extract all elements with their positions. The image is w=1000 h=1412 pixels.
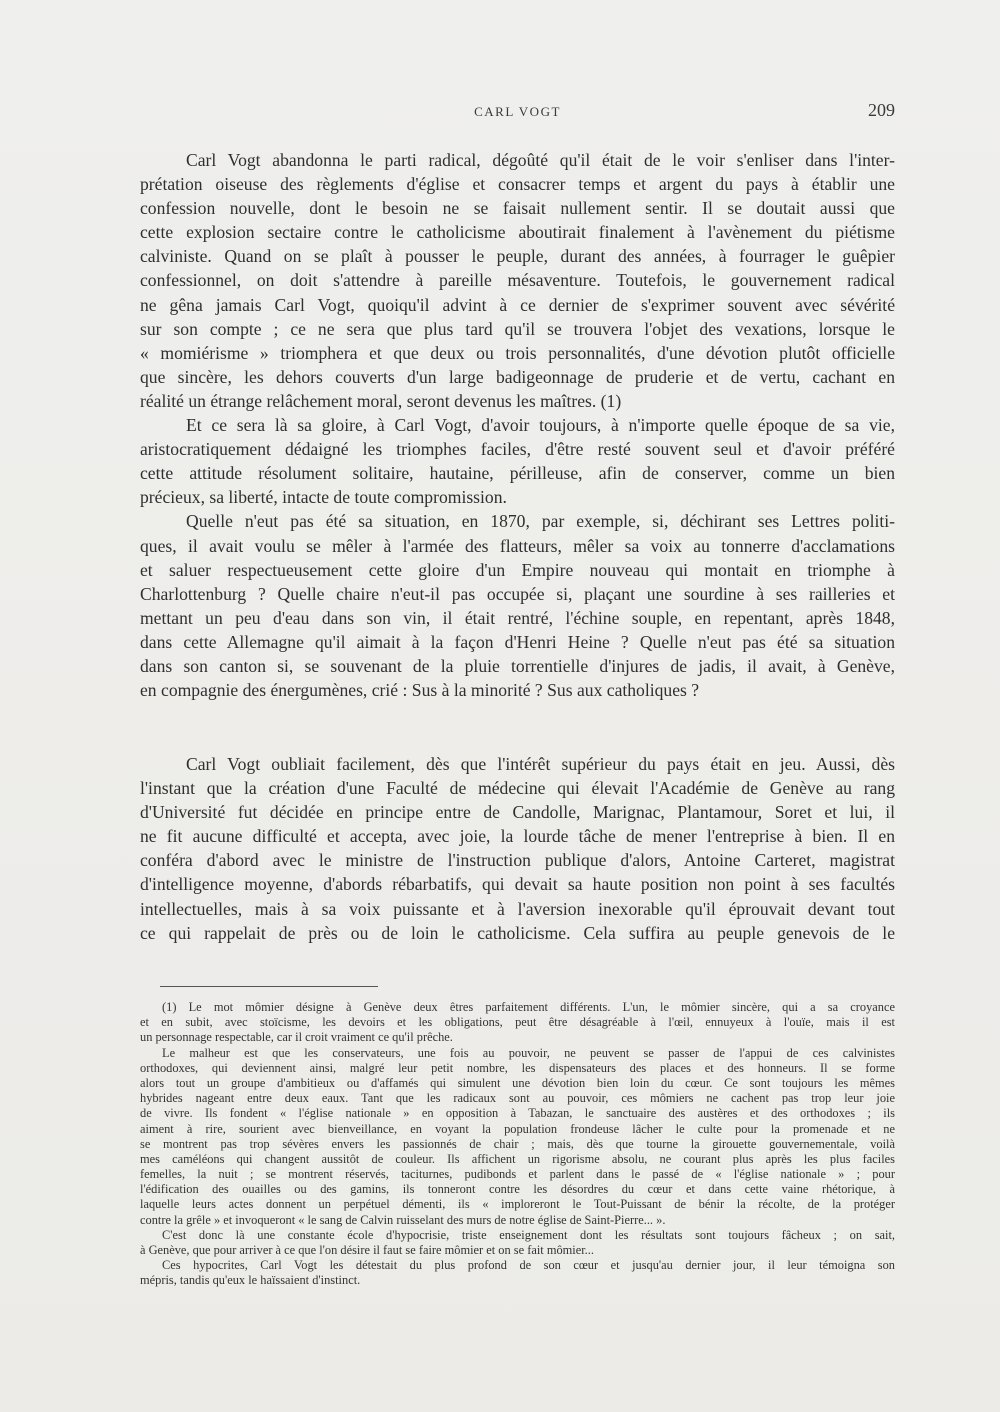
footnote-line: mes caméléons qui changent aussitôt de couleur. Ils affichent un rigorisme absolu, ne courant plus après les plus faciles <box>140 1151 895 1166</box>
text-line: ne gêna jamais Carl Vogt, quoiqu'il advint à ce dernier de s'exprimer souvent avec sévérité <box>140 294 895 315</box>
text-line: en compagnie des énergumènes, crié : Sus à la minorité ? Sus aux catholiques ? <box>140 680 700 701</box>
text-line: Et ce sera là sa gloire, à Carl Vogt, d'avoir toujours, à n'importe quelle époque de sa vie, <box>186 415 895 436</box>
text-line: dans son canton si, se souvenant de la pluie torrentielle d'injures de jadis, il avait, à Genève, <box>140 655 895 676</box>
footnote-line: hybrides nageant entre deux eaux. Tant que les radicaux sont au pouvoir, ces mômiers ne cachent pas trop leur joie <box>140 1091 895 1106</box>
text-line: Carl Vogt oubliait facilement, dès que l'intérêt supérieur du pays était en jeu. Aussi, dès <box>186 754 895 774</box>
text-line: mettant un peu d'eau dans son vin, il était rentré, l'échine souple, en repentant, après 1848, <box>140 607 895 628</box>
running-title: CARL VOGT <box>474 104 561 119</box>
text-line: cette attitude résolument solitaire, hautaine, périlleuse, afin de conserver, comme un bien <box>140 463 895 484</box>
text-line: précieux, sa liberté, intacte de toute compromission. <box>140 487 507 508</box>
running-head <box>140 100 895 128</box>
text-line: et saluer respectueusement cette gloire d'un Empire nouveau qui montait en triomphe à <box>140 559 895 580</box>
text-line: dans cette Allemagne qu'il aimait à la façon d'Henri Heine ? Quelle n'eut pas été sa situation <box>140 631 895 652</box>
paragraphs-section-1 <box>140 148 895 702</box>
footnote-line: l'édification des ouailles ou des gamins, ils tonneront contre les désordres du cœur et dans cette vaine rhétorique, à <box>140 1182 895 1197</box>
text-line: cette explosion sectaire contre le catholicisme aboutirait finalement à l'avènement du piétisme <box>140 222 895 243</box>
footnote-line: et en subit, avec stoïcisme, les devoirs et les obligations, peut être désagréable à l'œil, ennuyeux à l'ouïe, mais il est <box>140 1015 895 1030</box>
text-line: Carl Vogt abandonna le parti radical, dégoûté qu'il était de le voir s'enliser dans l'inter- <box>186 150 895 170</box>
footnote-line: à Genève, que pour arriver à ce que l'on désire il faut se faire mômier et on se fait mômier... <box>140 1243 594 1257</box>
text-line: d'intelligence moyenne, d'abords rébarbatifs, qui devait sa haute position non point à ses facultés <box>140 874 895 895</box>
footnote-line: femelles, la nuit ; se montrent réservés, taciturnes, pudibonds et parlent dans le passé de « l'église nationale » ; pour <box>140 1167 895 1182</box>
footnote-line: de vivre. Ils fondent « l'église nationale » en opposition à Tabazan, le sanctuaire des austères et des orthodoxes ; ils <box>140 1106 895 1121</box>
text-line: calviniste. Quand on se plaît à pousser le peuple, durant des années, à fourrager le guêpier <box>140 246 895 267</box>
footnote-line: Le malheur est que les conservateurs, une fois au pouvoir, ne peuvent se passer de l'appui de ces calvinistes <box>162 1045 895 1060</box>
footnote-line: (1) Le mot mômier désigne à Genève deux êtres parfaitement différents. L'un, le mômier sincère, qui a sa croyance <box>162 1000 895 1014</box>
text-line: Charlottenburg ? Quelle chaire n'eut-il pas occupée si, plaçant une sourdine à ses railleries et <box>140 583 895 604</box>
page-number: 209 <box>868 100 895 120</box>
text-line: Quelle n'eut pas été sa situation, en 1870, par exemple, si, déchirant ses Lettres politi- <box>186 511 895 532</box>
footnote-block <box>140 1000 895 1289</box>
text-line: sur son compte ; ce ne sera que plus tard qu'il se trouvera l'objet des vexations, lorsque le <box>140 318 895 339</box>
text-line: d'Université fut décidée en principe entre de Candolle, Marignac, Plantamour, Soret et lui, il <box>140 802 895 823</box>
paragraphs-section-2 <box>140 752 895 945</box>
footnote-line: mépris, tandis qu'eux le haïssaient d'instinct. <box>140 1273 361 1288</box>
text-line: ques, il avait voulu se mêler à l'armée des flatteurs, mêler sa voix au tonnerre d'acclamations <box>140 535 895 556</box>
text-line: prétation oiseuse des règlements d'église et consacrer temps et argent du pays à établir une <box>140 174 895 195</box>
footnote-line: alors tout un groupe d'ambitieux ou d'affamés qui simulent une dévotion bien loin du cœur. Ce sont toujours les mêmes <box>140 1075 895 1090</box>
text-line: aristocratiquement dédaigné les triomphes faciles, d'être resté souvent seul et d'avoir préféré <box>140 439 895 460</box>
footnote-line: orthodoxes, qui deviennent ainsi, malgré leur petit nombre, les dispensateurs des places et des honneurs. Il se forme <box>140 1060 895 1075</box>
footnote-line: Ces hypocrites, Carl Vogt les détestait du plus profond de son cœur et jusqu'au dernier jour, il leur témoigna son <box>162 1258 895 1273</box>
text-line: réalité un étrange relâchement moral, seront devenus les maîtres. (1) <box>140 390 622 411</box>
text-line: confessionnel, on doit s'attendre à pareille mésaventure. Toutefois, le gouvernement radical <box>140 270 895 291</box>
text-line: intellectuelles, mais à sa voix puissante et à l'aversion inexorable qu'il éprouvait devant tout <box>140 898 895 919</box>
text-line: conféra d'abord avec le ministre de l'instruction publique d'alors, Antoine Carteret, magistrat <box>140 850 895 871</box>
footnote-line: C'est donc là une constante école d'hypocrisie, triste enseignement dont les résultats sont toujours fâcheux ; on sait, <box>162 1227 895 1242</box>
footnote-line: un personnage respectable, car il croit vraiment ce qu'il prêche. <box>140 1030 453 1045</box>
footnote-line: se montrent pas trop sévères envers les passionnés de chair ; mais, dès que tourne la girouette gouvernementale, voilà <box>140 1136 895 1151</box>
footnote-line: laquelle leurs actes donnent un perpétuel démenti, ils « imploreront le Tout-Puissant de bénir la récolte, de la protéger <box>140 1197 895 1212</box>
text-line: confession nouvelle, dont le besoin ne se faisait nullement sentir. Il se doutait aussi que <box>140 198 895 219</box>
footnote-line: contre la grêle » et invoqueront « le sang de Calvin ruisselant des murs de notre église de Saint-Pierre... ». <box>140 1212 666 1227</box>
footnote-divider <box>160 986 378 987</box>
text-line: « momiérisme » triomphera et que deux ou trois personnalités, d'une dévotion plutôt officielle <box>140 342 895 363</box>
text-line: ne fit aucune difficulté et accepta, avec joie, la lourde tâche de mener l'entreprise à bien. Il en <box>140 826 895 847</box>
text-line: que sincère, les dehors couverts d'un large badigeonnage de pruderie et de vertu, cachant en <box>140 366 895 387</box>
text-line: l'instant que la création d'une Faculté de médecine qui élevait l'Académie de Genève au rang <box>140 778 895 799</box>
footnote-line: aiment à rire, sourient avec bienveillance, en voyant la population frondeuse lâcher le culte pour la promenade et ne <box>140 1121 895 1136</box>
text-line: ce qui rappelait de près ou de loin le catholicisme. Cela suffira au peuple genevois de le <box>140 922 895 943</box>
